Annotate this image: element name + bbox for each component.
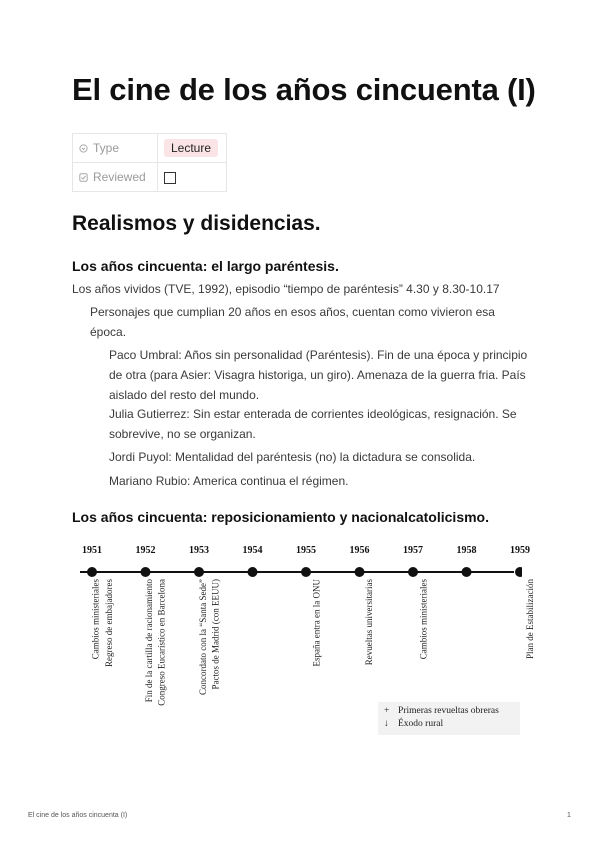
properties-table <box>72 133 227 192</box>
legend-item: ↓ Éxodo rural <box>384 719 444 729</box>
timeline-dot-1956 <box>355 567 365 577</box>
checkbox-icon <box>79 171 88 180</box>
property-row-reviewed <box>73 163 227 192</box>
list-item: Paco Umbral: Años sin personalidad (Paréntesis). Fin de una época y principio de otra (para Asier: Visagra historiga, un giro). Amenaza de la guerra fria. País aislado del resto del mundo. <box>109 348 528 402</box>
timeline-year-1958: 1958 <box>456 545 477 556</box>
subsection-heading-1: Los años cincuenta: el largo paréntesis. <box>72 258 339 274</box>
page-title: El cine de los años cincuenta (I) <box>72 72 536 107</box>
property-row-type <box>73 134 227 163</box>
property-value-type[interactable] <box>158 134 227 163</box>
property-key-reviewed: Reviewed <box>73 163 158 192</box>
timeline-year-1959: 1959 <box>510 545 530 556</box>
timeline-dot-1957 <box>408 567 418 577</box>
select-icon <box>79 142 88 151</box>
list-item: Mariano Rubio: America continua el régimen. <box>109 474 349 488</box>
plus-icon: + <box>384 706 390 716</box>
legend-item: + Primeras revueltas obreras <box>384 706 499 716</box>
property-key-type: Type <box>73 134 158 163</box>
timeline-dot-1951 <box>87 567 97 577</box>
timeline-year-1957: 1957 <box>403 545 423 556</box>
timeline-figure: 1951 1952 1953 1954 1955 1956 1957 1958 1959 Cambios ministeriales Regreso de embajadores Fin de la cartilla de racionamiento Congreso Eucarístico en Barcelona Concordato con la “Santa Sede” Pactos de Madrid (con EEUU) España entra en la ONU Revueltas universitarias Cambios ministeriales Plan de Estabilización <box>72 545 522 740</box>
sub-paragraph: Personajes que cumplian 20 años en esos años, cuentan como vivieron esa época. <box>90 305 495 339</box>
timeline-dot-1953 <box>194 567 204 577</box>
timeline-year-1951: 1951 <box>82 545 102 556</box>
subsection-heading-2: Los años cincuenta: reposicionamiento y nacionalcatolicismo. <box>72 509 489 525</box>
timeline-year-1952: 1952 <box>135 545 156 556</box>
footer-title: El cine de los años cincuenta (I) <box>28 812 128 819</box>
timeline-dot-1958 <box>462 567 472 577</box>
type-tag[interactable]: Lecture <box>164 139 218 157</box>
list-item: Julia Gutierrez: Sin estar enterada de corrientes ideológicas, resignación. Se sobrevive, no se organizan. <box>109 407 517 441</box>
arrow-down-icon: ↓ <box>384 719 389 729</box>
footer-page-number: 1 <box>567 812 571 819</box>
list-item: Jordi Puyol: Mentalidad del paréntesis (no) la dictadura se consolida. <box>109 450 476 464</box>
property-value-reviewed <box>158 163 227 192</box>
timeline-year-1953: 1953 <box>189 545 209 556</box>
timeline-legend <box>378 702 520 735</box>
reviewed-checkbox[interactable] <box>164 172 176 184</box>
timeline-dot-1954 <box>248 567 258 577</box>
timeline-dot-1952 <box>141 567 151 577</box>
timeline-axis <box>72 559 522 599</box>
timeline-dot-1955 <box>301 567 311 577</box>
section-heading: Realismos y disidencias. <box>72 212 321 235</box>
timeline-dot-1959 <box>515 567 522 577</box>
timeline-year-1955: 1955 <box>296 545 316 556</box>
timeline-year-1954: 1954 <box>242 545 263 556</box>
timeline-year-1956: 1956 <box>349 545 370 556</box>
intro-paragraph: Los años vividos (TVE, 1992), episodio “tiempo de paréntesis” 4.30 y 8.30-10.17 <box>72 282 500 296</box>
